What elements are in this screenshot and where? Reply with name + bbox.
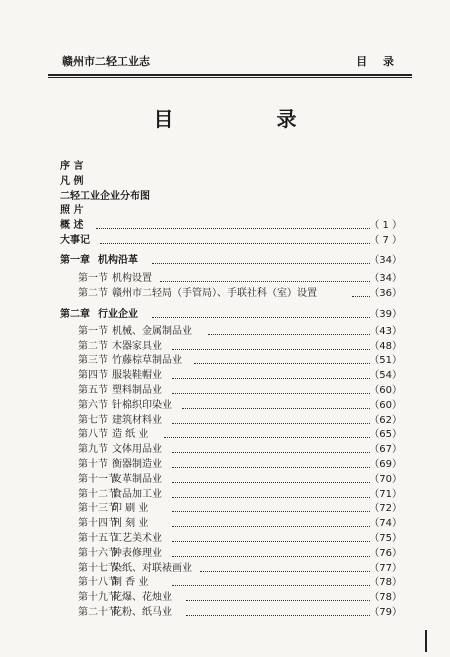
toc-entry-title: 二轻工业企业分布图 — [60, 190, 150, 202]
toc-page-number: （78） — [369, 577, 402, 589]
section-number: 第十四节 — [78, 518, 118, 530]
leader-dots — [172, 526, 370, 527]
section-title: 机构设置 — [112, 273, 152, 284]
toc-entry[interactable] — [60, 606, 402, 620]
section-number: 第十三节 — [78, 503, 118, 515]
toc-page-number: （ 1 ） — [369, 220, 402, 232]
toc-page-number: （74） — [369, 518, 402, 530]
toc-entry[interactable] — [60, 502, 402, 516]
toc-entry[interactable] — [60, 287, 402, 301]
section-number: 第十节 — [78, 459, 108, 470]
section-title: 印 刷 业 — [112, 503, 149, 515]
toc-page-number: （71） — [369, 488, 402, 500]
section-number: 第十九节 — [78, 592, 118, 604]
section-title: 木器家具业 — [112, 340, 162, 352]
section-number: 第四节 — [78, 370, 108, 382]
section-number: 第十五节 — [78, 533, 118, 544]
leader-dots — [100, 243, 370, 244]
section-title: 造 纸 业 — [112, 429, 149, 441]
toc-entry[interactable] — [60, 562, 402, 576]
section-number: 第一节 — [78, 325, 108, 337]
section-number: 第六节 — [78, 399, 108, 411]
section-title: 塑料制品业 — [112, 384, 162, 396]
section-number: 第十二节 — [78, 488, 118, 500]
toc-page-number: （60） — [369, 384, 402, 396]
leader-dots — [164, 437, 370, 438]
leader-dots — [194, 363, 370, 364]
leader-dots — [172, 423, 370, 424]
section-title: 服装鞋帽业 — [112, 370, 162, 382]
toc-entry[interactable] — [60, 488, 402, 502]
header-section: 目 录 — [356, 55, 400, 68]
toc-entry[interactable] — [60, 354, 402, 368]
section-number: 第十八节 — [78, 577, 118, 589]
toc-entry-title: 凡 例 — [60, 175, 84, 187]
leader-dots — [172, 541, 370, 542]
section-title: 花爆、花烛业 — [112, 592, 172, 604]
toc-page-number: （54） — [369, 370, 402, 382]
section-number: 第七节 — [78, 414, 108, 426]
toc-entry[interactable] — [60, 369, 402, 383]
toc-page-number: （51） — [369, 355, 402, 367]
section-number: 第十六节 — [78, 547, 118, 559]
toc-entry[interactable] — [60, 234, 402, 248]
section-number: 第二十节 — [78, 607, 118, 618]
toc-entry[interactable] — [60, 190, 402, 204]
section-title: 皮革制品业 — [112, 473, 162, 485]
section-number: 第十七节 — [78, 562, 118, 574]
toc-chapter[interactable] — [60, 254, 402, 268]
toc-page-number: （36） — [369, 287, 402, 299]
section-title: 竹藤棕草制品业 — [112, 355, 182, 367]
toc-page-number: （79） — [369, 607, 402, 618]
section-title: 工艺美术业 — [112, 533, 162, 544]
toc-page-number: （62） — [369, 414, 402, 426]
toc-page-number: （65） — [369, 429, 402, 441]
section-title: 食品加工业 — [112, 488, 162, 500]
toc-entry-title: 概 述 — [60, 220, 84, 232]
leader-dots — [186, 600, 370, 601]
toc-page-number: （60） — [369, 399, 402, 411]
toc-entry-title: 序 言 — [60, 161, 84, 172]
toc-entry[interactable] — [60, 204, 402, 218]
toc-entry[interactable] — [60, 175, 402, 189]
section-title: 针棉织印染业 — [112, 399, 172, 411]
chapter-title: 行业企业 — [98, 309, 138, 320]
toc-page-number: （67） — [369, 444, 402, 456]
leader-dots — [172, 393, 370, 394]
section-number: 第二节 — [78, 287, 108, 299]
section-number: 第九节 — [78, 444, 108, 456]
toc-page-number: （34） — [369, 255, 402, 267]
toc-entry[interactable] — [60, 443, 402, 457]
toc-entry[interactable] — [60, 384, 402, 398]
toc-page-number: （43） — [369, 325, 402, 337]
toc-page-number: （70） — [369, 473, 402, 485]
header-rule-thin — [48, 77, 412, 78]
toc-entry[interactable] — [60, 340, 402, 354]
toc-entry[interactable] — [60, 325, 402, 339]
toc-page-number: （39） — [369, 309, 402, 320]
toc-entry[interactable] — [60, 576, 402, 590]
toc-entry[interactable] — [60, 473, 402, 487]
leader-dots — [172, 452, 370, 453]
section-title: 赣州市二轻局（手管局）、手联社科（室）设置 — [112, 287, 317, 299]
leader-dots — [172, 378, 370, 379]
leader-dots — [152, 263, 370, 264]
section-number: 第二节 — [78, 340, 108, 352]
leader-dots — [152, 317, 370, 318]
chapter-number: 第一章 — [60, 255, 90, 267]
toc-entry[interactable] — [60, 517, 402, 531]
leader-dots — [200, 571, 370, 572]
running-header — [48, 50, 412, 72]
leader-dots — [172, 482, 370, 483]
toc-page-number: （69） — [369, 459, 402, 470]
toc-page-number: （78） — [369, 592, 402, 604]
toc-page-number: （72） — [369, 503, 402, 515]
section-title: 制 香 业 — [112, 577, 149, 589]
toc-page-number: （77） — [369, 562, 402, 574]
leader-dots — [208, 334, 370, 335]
leader-dots — [172, 511, 370, 512]
toc-page-number: （76） — [369, 547, 402, 559]
header-rule — [48, 74, 412, 76]
section-number: 第三节 — [78, 355, 108, 367]
section-title: 刊 刻 业 — [112, 518, 149, 530]
section-number: 第十一节 — [78, 473, 118, 485]
leader-dots — [182, 408, 370, 409]
section-title: 建筑材料业 — [112, 414, 162, 426]
section-title: 钟表修理业 — [112, 547, 162, 559]
section-title: 花粉、纸马业 — [112, 607, 172, 618]
leader-dots — [172, 497, 370, 498]
toc-page-number: （48） — [369, 340, 402, 352]
toc-entry[interactable] — [60, 399, 402, 413]
toc-page-number: （75） — [369, 533, 402, 544]
scan-margin-mark — [425, 630, 427, 652]
toc-entry[interactable] — [60, 219, 402, 233]
chapter-number: 第二章 — [60, 309, 90, 320]
toc-entry[interactable] — [60, 160, 402, 174]
page-title: 目 录 — [153, 107, 345, 131]
section-title: 文体用品业 — [112, 444, 162, 456]
leader-dots — [186, 615, 370, 616]
section-number: 第一节 — [78, 273, 108, 284]
leader-dots — [352, 296, 370, 297]
toc-entry[interactable] — [60, 414, 402, 428]
section-number: 第八节 — [78, 429, 108, 441]
leader-dots — [96, 228, 370, 229]
toc-entry-title: 大事记 — [60, 235, 90, 246]
leader-dots — [172, 556, 370, 557]
chapter-title: 机构沿革 — [98, 255, 138, 267]
toc-entry[interactable] — [60, 458, 402, 472]
book-title: 赣州市二轻工业志 — [62, 55, 150, 68]
toc-entry-title: 照 片 — [60, 205, 84, 217]
toc-page-number: （34） — [369, 273, 402, 284]
toc-page-number: （ 7 ） — [369, 235, 402, 246]
leader-dots — [172, 585, 370, 586]
toc-entry[interactable] — [60, 428, 402, 442]
toc-entry[interactable] — [60, 272, 402, 286]
toc-entry[interactable] — [60, 591, 402, 605]
toc-entry[interactable] — [60, 547, 402, 561]
section-title: 染纸、对联裱画业 — [112, 562, 192, 574]
toc-entry[interactable] — [60, 532, 402, 546]
leader-dots — [172, 467, 370, 468]
leader-dots — [172, 349, 370, 350]
section-title: 衡器制造业 — [112, 459, 162, 470]
section-number: 第五节 — [78, 384, 108, 396]
leader-dots — [160, 281, 370, 282]
toc-chapter[interactable] — [60, 308, 402, 322]
section-title: 机械、金属制品业 — [112, 325, 192, 337]
